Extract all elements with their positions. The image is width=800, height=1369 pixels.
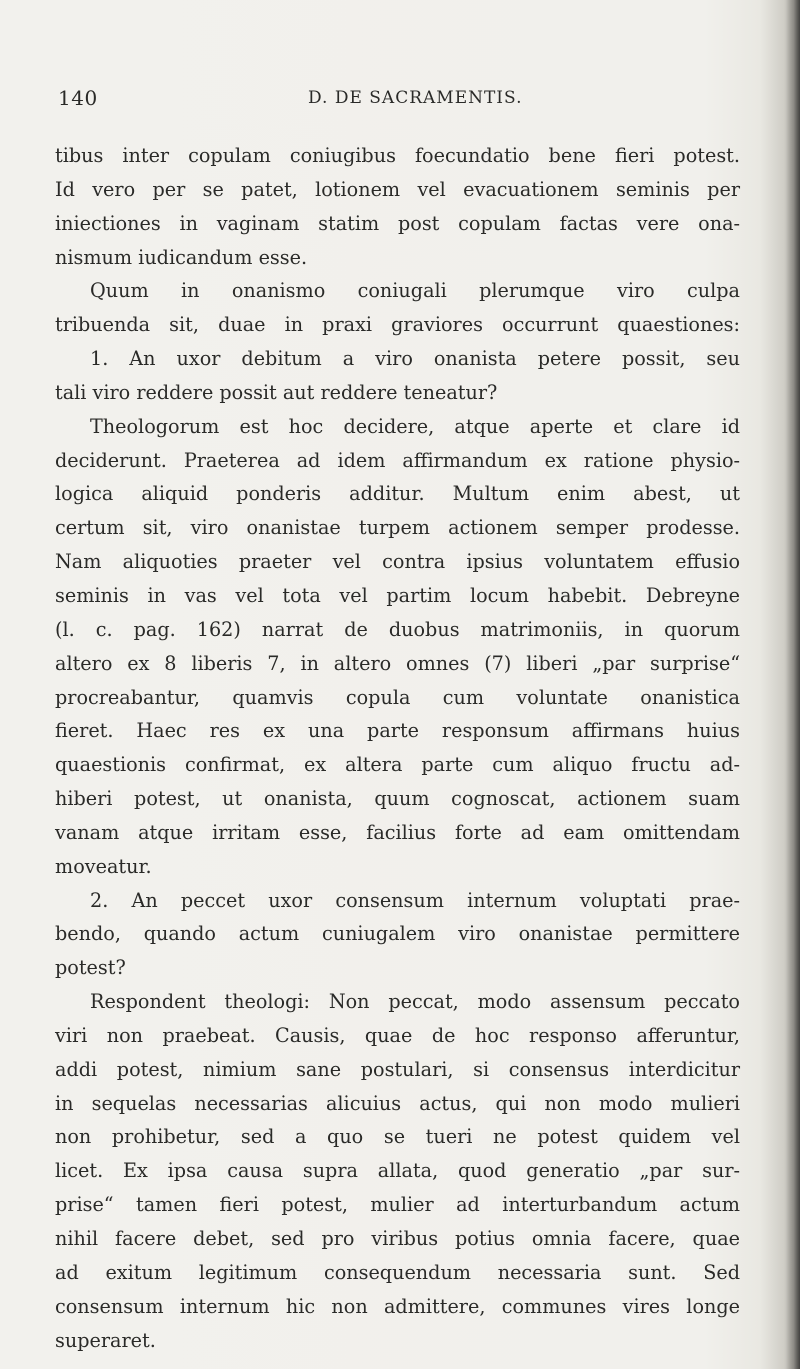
- text-line: deciderunt. Praeterea ad idem affirmandum ex ratione physio-: [55, 448, 740, 472]
- text-line: logica aliquid ponderis additur. Multum enim abest, ut: [55, 482, 740, 506]
- body-text: [55, 139, 740, 1357]
- page-edge-shadow: [786, 0, 800, 1369]
- text-line: addi potest, nimium sane postulari, si consensus interdicitur: [55, 1057, 740, 1081]
- text-line: Nam aliquoties praeter vel contra ipsius voluntatem effusio: [55, 550, 740, 574]
- question-1-line: tali viro reddere possit aut reddere teneatur?: [55, 380, 498, 404]
- text-line: Theologorum est hoc decidere, atque aperte et clare id: [90, 414, 740, 438]
- text-line: nihil facere debet, sed pro viribus potius omnia facere, quae: [55, 1227, 740, 1250]
- text-line: non prohibetur, sed a quo se tueri ne potest quidem vel: [55, 1125, 740, 1149]
- text-line: Id vero per se patet, lotionem vel evacuationem seminis per: [55, 177, 740, 201]
- text-line: hiberi potest, ut onanista, quum cognoscat, actionem suam: [55, 787, 740, 811]
- text-line: seminis in vas vel tota vel partim locum habebit. Debreyne: [55, 583, 740, 607]
- page-number: 140: [58, 86, 98, 110]
- text-line: superaret.: [55, 1328, 156, 1352]
- text-line: procreabantur, quamvis copula cum voluntate onanistica: [55, 685, 740, 709]
- question-1-line: 1. An uxor debitum a viro onanista petere possit, seu: [90, 347, 740, 371]
- text-line: ad exitum legitimum consequendum necessaria sunt. Sed: [55, 1260, 740, 1284]
- text-line: certum sit, viro onanistae turpem actionem semper prodesse.: [55, 516, 740, 540]
- text-line: viri non praebeat. Causis, quae de hoc responso afferuntur,: [55, 1023, 740, 1047]
- text-line: Respondent theologi: Non peccat, modo assensum peccato: [90, 990, 740, 1014]
- text-line: tibus inter copulam coniugibus foecundatio bene fieri potest.: [55, 144, 740, 167]
- text-line: (l. c. pag. 162) narrat de duobus matrimoniis, in quorum: [55, 617, 740, 641]
- text-line: tribuenda sit, duae in praxi graviores occurrunt quaestiones:: [55, 313, 740, 337]
- text-line: iniectiones in vaginam statim post copulam factas vere ona-: [55, 211, 740, 235]
- question-2-line: 2. An peccet uxor consensum internum voluptati prae-: [90, 888, 740, 912]
- text-line: vanam atque irritam esse, facilius forte ad eam omittendam: [55, 820, 740, 844]
- text-line: altero ex 8 liberis 7, in altero omnes (7) liberi „par surprise“: [55, 651, 740, 675]
- question-2-line: bendo, quando actum cuniugalem viro onanistae permittere: [55, 922, 740, 946]
- text-line: quaestionis confirmat, ex altera parte cum aliquo fructu ad-: [55, 753, 740, 777]
- text-line: in sequelas necessarias alicuius actus, qui non modo mulieri: [55, 1091, 740, 1115]
- text-line: prise“ tamen fieri potest, mulier ad interturbandum actum: [55, 1193, 740, 1217]
- text-line: fieret. Haec res ex una parte responsum affirmans huius: [55, 719, 740, 743]
- text-line: moveatur.: [55, 854, 152, 878]
- text-line: consensum internum hic non admittere, communes vires longe: [55, 1294, 740, 1318]
- text-line: nismum iudicandum esse.: [55, 245, 308, 269]
- text-line: Quum in onanismo coniugali plerumque viro culpa: [90, 279, 740, 303]
- running-head: D. DE SACRAMENTIS.: [308, 88, 523, 108]
- text-line: licet. Ex ipsa causa supra allata, quod generatio „par sur-: [55, 1159, 740, 1183]
- question-2-line: potest?: [55, 956, 126, 980]
- page-header: [58, 86, 738, 116]
